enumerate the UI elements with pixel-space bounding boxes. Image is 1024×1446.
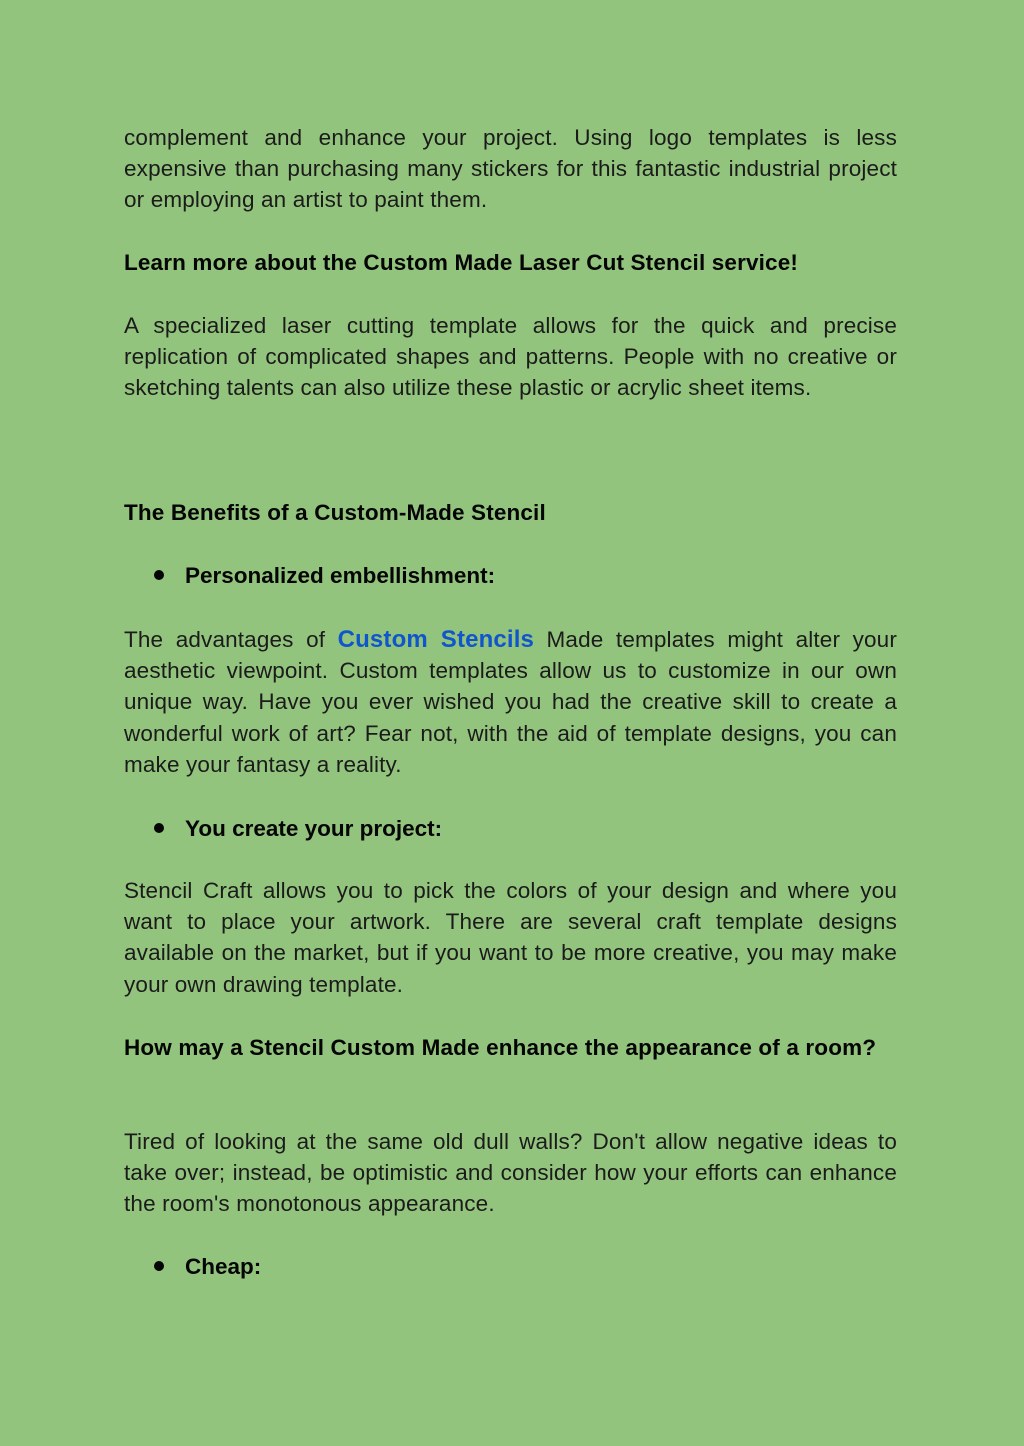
advantages-paragraph bbox=[124, 624, 897, 780]
room-heading: How may a Stencil Custom Made enhance the appearance of a room? bbox=[124, 1035, 877, 1060]
bullet-icon bbox=[154, 1261, 164, 1271]
advantages-text-start: The advantages of bbox=[124, 627, 338, 652]
laser-cutting-paragraph: A specialized laser cutting template allows for the quick and precise replication of complicated shapes and patterns. People with no creative or sketching talents can also utilize these plastic or acrylic sheet items. bbox=[124, 313, 897, 401]
bullet-icon bbox=[154, 823, 164, 833]
benefits-heading: The Benefits of a Custom-Made Stencil bbox=[124, 500, 546, 525]
stencil-craft-paragraph: Stencil Craft allows you to pick the colors of your design and where you want to place your artwork. There are several craft template designs available on the market, but if you want to be more creative, you may make your own drawing template. bbox=[124, 878, 897, 997]
list-item-label: Cheap: bbox=[185, 1254, 262, 1279]
learn-more-heading: Learn more about the Custom Made Laser Cut Stencil service! bbox=[124, 250, 799, 275]
list-item-label: Personalized embellishment: bbox=[185, 563, 496, 588]
tired-paragraph: Tired of looking at the same old dull walls? Don't allow negative ideas to take over; instead, be optimistic and consider how your efforts can enhance the room's monotonous appearance. bbox=[124, 1129, 897, 1217]
advantages-text-end: Made templates might alter your aesthetic viewpoint. Custom templates allow us to customize in our own unique way. Have you ever wished you had the creative skill to create a wonderful work of art? Fear not, with the aid of template designs, you can make your fantasy a reality. bbox=[124, 627, 897, 777]
bullet-icon bbox=[154, 570, 164, 580]
custom-stencils-link[interactable]: Custom Stencils bbox=[337, 626, 535, 653]
intro-paragraph: complement and enhance your project. Using logo templates is less expensive than purchasing many stickers for this fantastic industrial project or employing an artist to paint them. bbox=[124, 125, 897, 213]
list-item-cheap bbox=[154, 1251, 261, 1282]
list-item-create-project bbox=[154, 813, 442, 844]
list-item-personalized bbox=[154, 560, 495, 591]
list-item-label: You create your project: bbox=[185, 816, 443, 841]
